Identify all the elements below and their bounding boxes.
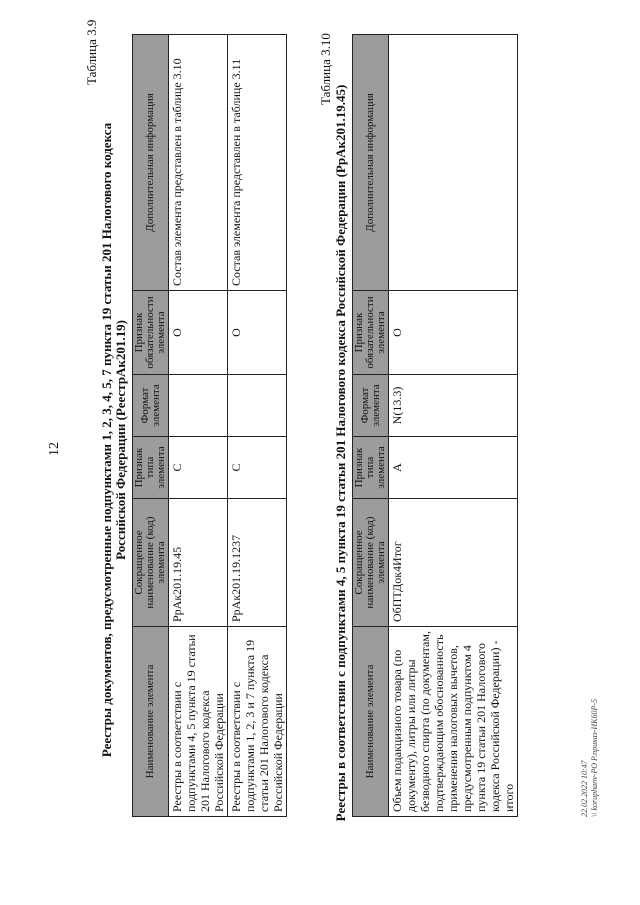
table-cell: Реестры в соответствии с подпунктами 1, 2, 3 и 7 пункта 19 статьи 201 Налогового кодекса Российской Федерации	[228, 627, 287, 817]
column-header: Дополнительная информация	[353, 35, 389, 291]
column-header: Сокращенное наименование (код) элемента	[133, 499, 169, 627]
table-cell	[228, 375, 287, 437]
table-cell: РрАк201.19.45	[169, 499, 228, 627]
table-cell	[169, 375, 228, 437]
table-cell: Реестры в соответствии с подпунктами 4, 5 пункта 19 статьи 201 Налогового кодекса Российской Федерации	[169, 627, 228, 817]
table-3-9	[132, 34, 287, 817]
column-header: Дополнительная информация	[133, 35, 169, 291]
table-label: Таблица 3.9	[84, 19, 99, 85]
table-title: Реестры в соответствии с подпунктами 4, 5 пункта 19 статьи 201 Налогового кодекса Российской Федерации (РрАк201.19.45)	[333, 84, 348, 822]
table-cell: ОбПТДок4Итог	[389, 499, 518, 627]
table-3-10	[352, 34, 518, 817]
stamp-line: 22.02.2022 10:47	[580, 760, 589, 817]
column-header: Наименование элемента	[353, 627, 389, 817]
table-cell: О	[228, 291, 287, 375]
column-header: Признак обязательности элемента	[133, 291, 169, 375]
table-cell: N(13.3)	[389, 375, 518, 437]
table-cell: О	[389, 291, 518, 375]
column-header: Признак типа элемента	[353, 437, 389, 499]
column-header: Сокращенное наименование (код) элемента	[353, 499, 389, 627]
page-number: 12	[47, 442, 62, 456]
table-label: Таблица 3.10	[318, 33, 333, 105]
stamp-line: \\ koruphanv-PO Р.приказ-ИК60Р-5	[590, 698, 599, 817]
print-stamp	[580, 699, 600, 817]
table-cell: Состав элемента представлен в таблице 3.11	[228, 35, 287, 291]
table-title: Реестры документов, предусмотренные подпунктами 1, 2, 3, 4, 5, 7 пункта 19 статьи 201 Налогового кодекса Российской Федерации (РеестрАк201.19)	[99, 122, 128, 758]
column-header: Формат элемента	[353, 375, 389, 437]
table-row	[389, 35, 518, 817]
table-cell: Объем подакцизного товара (по документу), литры или литры безводного спирта (по документам, подтверждающим обоснованность применения налоговых вычетов, предусмотренным подпунктом 4 пункта 19 статьи 201 Налогового кодекса Российской Федерации) - итого	[389, 627, 518, 817]
table-cell: РрАк201.19.1237	[228, 499, 287, 627]
table-row	[169, 35, 228, 817]
table-row	[228, 35, 287, 817]
table-header-row	[353, 35, 389, 817]
column-header: Формат элемента	[133, 375, 169, 437]
table-header-row	[133, 35, 169, 817]
table-cell	[389, 35, 518, 291]
column-header: Наименование элемента	[133, 627, 169, 817]
table-cell: О	[169, 291, 228, 375]
table-cell: С	[228, 437, 287, 499]
table-cell: Состав элемента представлен в таблице 3.10	[169, 35, 228, 291]
table-cell: А	[389, 437, 518, 499]
column-header: Признак типа элемента	[133, 437, 169, 499]
table-cell: С	[169, 437, 228, 499]
column-header: Признак обязательности элемента	[353, 291, 389, 375]
